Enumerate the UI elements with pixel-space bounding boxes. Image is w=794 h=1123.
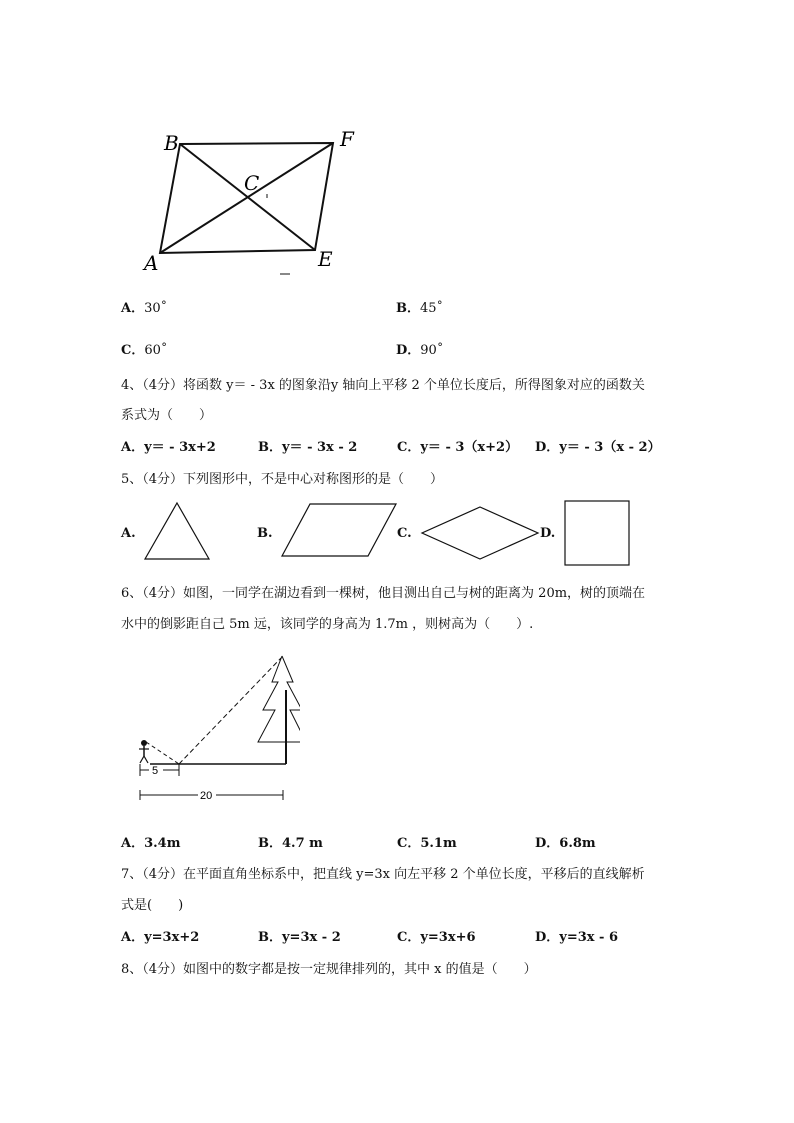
option-key: A． bbox=[121, 930, 145, 945]
vertex-label-b: B bbox=[164, 131, 179, 155]
option-value: y＝ - 3（x - 2） bbox=[559, 440, 661, 455]
q4-option-b[interactable] bbox=[258, 436, 357, 455]
option-value: y=3x+6 bbox=[420, 930, 476, 945]
q8-stem: 8、（4分）如图中的数字都是按一定规律排列的，其中 x 的值是（ ） bbox=[121, 962, 537, 977]
q5-option-d-key[interactable]: D. bbox=[540, 526, 556, 541]
option-value: 5.1m bbox=[420, 836, 457, 851]
triangle-shape[interactable] bbox=[142, 500, 212, 562]
option-key: C． bbox=[397, 930, 421, 945]
q5-option-b-key[interactable]: B. bbox=[257, 526, 273, 541]
parallelogram-shape[interactable] bbox=[280, 502, 398, 558]
q5-stem: 5、（4分）下列图形中，不是中心对称图形的是（ ） bbox=[121, 472, 444, 487]
option-value: y=3x+2 bbox=[144, 930, 200, 945]
option-key: B． bbox=[396, 301, 420, 316]
vertex-label-c: C bbox=[244, 171, 260, 195]
option-key: A． bbox=[121, 836, 145, 851]
q7-stem-line1: 7、（4分）在平面直角坐标系中，把直线 y=3x 向左平移 2 个单位长度，平移后的直线解析 bbox=[121, 867, 645, 882]
option-key: A． bbox=[121, 301, 145, 316]
q6-stem-line1: 6、（4分）如图，一同学在湖边看到一棵树，他目测出自己与树的距离为 20m，树的顶端在 bbox=[121, 586, 646, 601]
q3-option-b[interactable] bbox=[396, 297, 443, 316]
option-key: C． bbox=[397, 440, 421, 455]
vertex-label-a: A bbox=[144, 251, 159, 275]
q7-option-d[interactable] bbox=[535, 926, 618, 945]
square-shape[interactable] bbox=[563, 499, 631, 567]
option-value: 3.4m bbox=[144, 836, 181, 851]
distance-label-20: 20 bbox=[200, 790, 213, 802]
option-key: D． bbox=[535, 930, 560, 945]
q3-option-a[interactable] bbox=[121, 297, 167, 316]
q6-stem-line2: 水中的倒影距自己 5m 远，该同学的身高为 1.7m ，则树高为（ ）. bbox=[121, 617, 534, 632]
option-key: D． bbox=[535, 440, 560, 455]
q4-option-c[interactable] bbox=[397, 436, 518, 455]
q7-stem-line2: 式是( ) bbox=[121, 898, 184, 913]
option-value: 45˚ bbox=[420, 301, 444, 316]
vertex-label-e: E bbox=[318, 247, 333, 271]
q6-option-a[interactable] bbox=[121, 832, 180, 851]
option-value: 6.8m bbox=[559, 836, 596, 851]
vertex-label-f: F bbox=[340, 127, 354, 151]
option-key: B． bbox=[258, 930, 282, 945]
q5-option-c-key[interactable]: C. bbox=[397, 526, 412, 541]
option-value: 90˚ bbox=[420, 343, 444, 358]
option-key: A． bbox=[121, 440, 145, 455]
option-key: D． bbox=[396, 343, 421, 358]
option-value: y＝ - 3x+2 bbox=[144, 440, 216, 455]
q7-option-a[interactable] bbox=[121, 926, 199, 945]
rhombus-shape[interactable] bbox=[419, 505, 541, 561]
option-key: C． bbox=[121, 343, 145, 358]
q3-option-c[interactable] bbox=[121, 339, 167, 358]
q6-option-c[interactable] bbox=[397, 832, 457, 851]
distance-label-5: 5 bbox=[152, 765, 159, 777]
option-key: C． bbox=[397, 836, 421, 851]
option-value: y＝ - 3x - 2 bbox=[282, 440, 358, 455]
q6-option-b[interactable] bbox=[258, 832, 323, 851]
q4-option-d[interactable] bbox=[535, 436, 661, 455]
q4-stem-line2: 系式为（ ） bbox=[121, 408, 213, 423]
q4-stem-line1: 4、（4分）将函数 y＝ - 3x 的图象沿y 轴向上平移 2 个单位长度后，所得图象对应的函数关 bbox=[121, 378, 645, 393]
option-value: y＝ - 3（x+2） bbox=[420, 440, 519, 455]
q7-option-c[interactable] bbox=[397, 926, 476, 945]
option-key: D． bbox=[535, 836, 560, 851]
q6-option-d[interactable] bbox=[535, 832, 596, 851]
option-value: y=3x - 2 bbox=[282, 930, 341, 945]
option-key: B． bbox=[258, 836, 282, 851]
option-value: 60˚ bbox=[144, 343, 168, 358]
q3-option-d[interactable] bbox=[396, 339, 443, 358]
q4-option-a[interactable] bbox=[121, 436, 216, 455]
option-key: B． bbox=[258, 440, 282, 455]
q5-option-a-key[interactable]: A. bbox=[121, 526, 136, 541]
option-value: y=3x - 6 bbox=[559, 930, 619, 945]
option-value: 4.7 m bbox=[282, 836, 323, 851]
tree-reflection-figure bbox=[130, 648, 300, 808]
option-value: 30˚ bbox=[144, 301, 168, 316]
parallelogram-figure bbox=[130, 120, 370, 285]
q7-option-b[interactable] bbox=[258, 926, 341, 945]
